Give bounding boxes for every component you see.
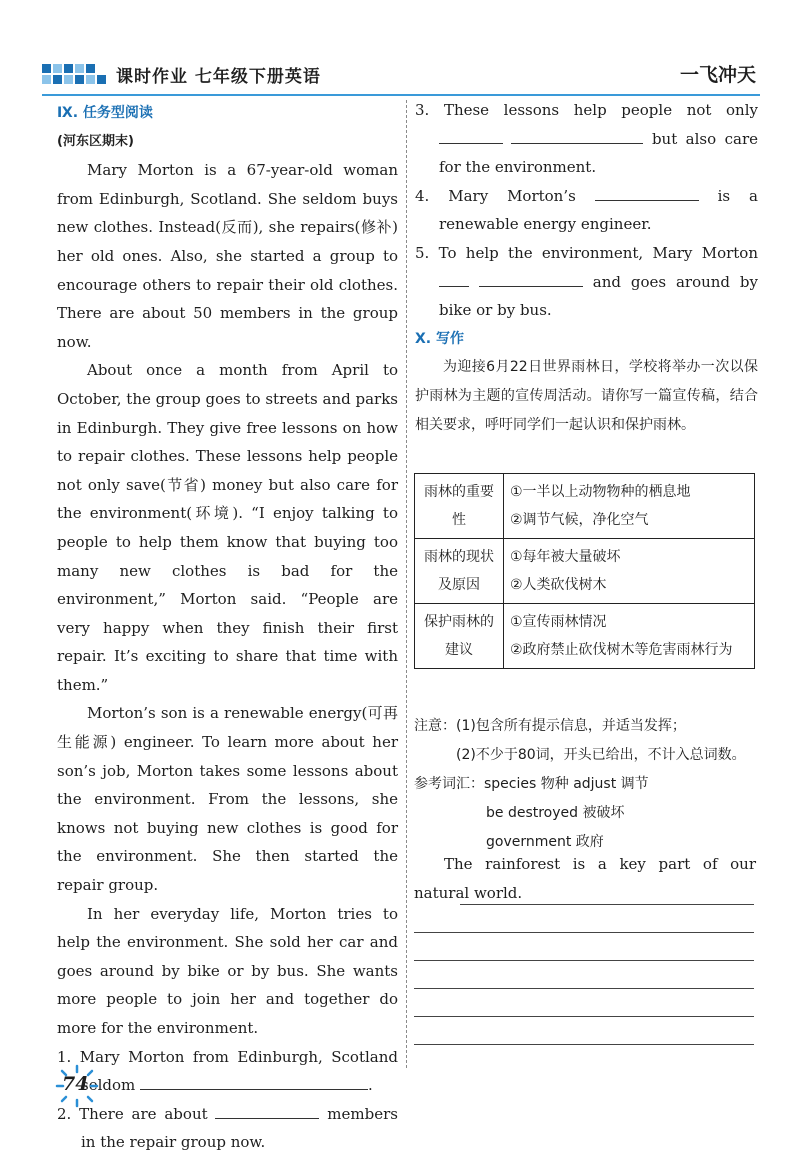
question-number: 4.	[415, 186, 430, 205]
exam-source: (河东区期末)	[57, 133, 134, 149]
writing-line[interactable]	[414, 932, 754, 933]
table-row-content	[504, 539, 755, 604]
table-row	[415, 474, 755, 539]
reading-paragraph-2: About once a month from April to October, the group goes to streets and parks in Edinburgh. They give free lessons on how to repair clothes. These lessons help people not only save(节省) money but also care for the environment(环境). “I enjoy talking to people to help them know that buying too many new clothes is bad for the environment,” Morton said. “People are very happy when they finish their first repair. It’s exciting to share that time with them.”	[57, 361, 398, 694]
writing-opening	[414, 850, 756, 907]
column-divider	[406, 100, 407, 1068]
vocab-item: be destroyed 被破坏	[486, 805, 625, 821]
vocab-item: species 物种 adjust 调节	[484, 776, 649, 792]
table-row-header: 雨林的现状及原因	[415, 539, 504, 604]
writing-line[interactable]	[414, 1016, 754, 1017]
reading-paragraph-1: Mary Morton is a 67-year-old woman from Edinburgh, Scotland. She seldom buys new clothes. Instead(反而), she repairs(修补) her old ones. Also, she started a group to encourage others to repair their old clothes. There are about 50 members in the group now.	[57, 161, 398, 351]
header-decoration-icon	[42, 64, 51, 73]
question-text: members in the repair group now.	[81, 1104, 398, 1152]
note-2: (2)不少于80词，开头已给出，不计入总词数。	[456, 747, 746, 763]
table-row	[415, 539, 755, 604]
question-number: 3.	[415, 101, 430, 119]
question-3	[415, 96, 758, 182]
writing-hints-table	[414, 473, 755, 669]
question-text: There are about	[79, 1104, 208, 1123]
hint-item: ①每年被大量破坏	[510, 549, 621, 565]
answer-blank[interactable]	[439, 268, 469, 287]
answer-blank[interactable]	[479, 268, 583, 287]
question-text: Mary Morton from Edinburgh, Scotland seldom	[79, 1047, 398, 1095]
header-decoration-icon	[86, 64, 95, 73]
vocab-label: 参考词汇：	[414, 776, 484, 792]
table-row	[415, 604, 755, 669]
question-text: and goes around by bike or by bus.	[439, 272, 758, 320]
hint-item: ①宣传雨林情况	[510, 614, 607, 630]
header-decoration-icon	[64, 64, 73, 73]
right-column	[415, 96, 758, 439]
question-5	[415, 239, 758, 325]
vocab-item: government 政府	[486, 834, 604, 850]
header-decoration-icon	[86, 75, 95, 84]
table-row-header: 保护雨林的建议	[415, 604, 504, 669]
hint-item: ②人类砍伐树木	[510, 577, 607, 593]
writing-line[interactable]	[460, 904, 754, 905]
answer-blank[interactable]	[511, 125, 643, 144]
question-number: 2.	[57, 1104, 72, 1123]
writing-line[interactable]	[414, 1044, 754, 1045]
question-1	[57, 1043, 398, 1100]
reading-paragraph-4: In her everyday life, Morton tries to help the environment. She sold her car and goes around by bike or by bus. She wants more people to join her and together do more for the environment.	[57, 904, 398, 1037]
section-9-title: Ⅸ. 任务型阅读	[57, 105, 153, 121]
table-row-content	[504, 474, 755, 539]
question-text: To help the environment, Mary Morton	[438, 243, 758, 262]
note-1: 注意：(1)包含所有提示信息，并适当发挥；	[414, 718, 686, 734]
writing-prompt: 为迎接6月22日世界雨林日，学校将举办一次以保护雨林为主题的宣传周活动。请你写一篇宣传稿，结合相关要求，呼吁同学们一起认识和保护雨林。	[415, 359, 758, 433]
question-end: .	[368, 1076, 373, 1095]
opening-sentence: The rainforest is a key part of our natural world.	[414, 855, 756, 902]
question-text: Mary Morton’s	[448, 186, 576, 205]
header-decoration-icon	[64, 75, 73, 84]
question-text: is a renewable energy engineer.	[439, 186, 758, 234]
writing-notes	[414, 712, 759, 857]
header-decoration-icon	[53, 75, 62, 84]
writing-line[interactable]	[414, 960, 754, 961]
question-4	[415, 182, 758, 239]
left-column	[57, 99, 398, 1157]
vocab-line	[414, 770, 759, 799]
answer-blank[interactable]	[140, 1071, 368, 1090]
series-title: 课时作业 七年级下册英语	[116, 67, 321, 87]
table-row-content	[504, 604, 755, 669]
header-decoration-icon	[75, 75, 84, 84]
hint-item: ②调节气候，净化空气	[510, 512, 649, 528]
hint-item: ②政府禁止砍伐树木等危害雨林行为	[510, 642, 733, 658]
table-row-header: 雨林的重要性	[415, 474, 504, 539]
answer-blank[interactable]	[215, 1100, 319, 1119]
header-decoration-icon	[75, 64, 84, 73]
question-number: 5.	[415, 243, 430, 262]
answer-blank[interactable]	[595, 182, 699, 201]
header-decoration-icon	[53, 64, 62, 73]
question-text: These lessons help people not only	[443, 101, 758, 119]
header-decoration-icon	[97, 75, 106, 84]
reading-paragraph-3: Morton’s son is a renewable energy(可再生能源) engineer. To learn more about her son’s job, Morton takes some lessons about the environment. From the lessons, she knows not buying new clothes is good for the environment. She then started the repair group.	[57, 704, 398, 895]
writing-line[interactable]	[414, 988, 754, 989]
question-text: but also care for the environment.	[439, 129, 758, 177]
section-10-title: Ⅹ. 写作	[415, 330, 464, 347]
hint-item: ①一半以上动物物种的栖息地	[510, 484, 691, 500]
page-header	[42, 58, 762, 94]
page-number: 74	[62, 1073, 89, 1095]
brand-logo: 一飞冲天	[679, 64, 756, 86]
question-2	[57, 1100, 398, 1157]
header-decoration-icon	[42, 75, 51, 84]
answer-blank[interactable]	[439, 125, 503, 144]
question-number: 1.	[57, 1047, 72, 1066]
